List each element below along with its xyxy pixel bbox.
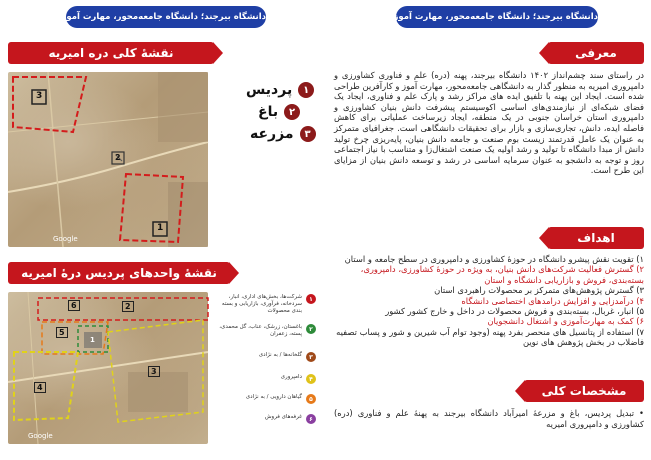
units-legend-4: [216, 374, 316, 384]
goal-item: ۷) استفاده از پتانسیل های منحصر بفرد پهنه (وجود توام آب شیرین و شور و پساب تصفیه فاضلاب در بخش پژوهش های نوین: [336, 326, 644, 348]
specs-text: • تبدیل پردیس، باغ و مزرعۀ امیرآباد دانشگاه بیرجند به پهنۀ علم و فناوری (دره) کشاورزی و دامپروری امیریه: [334, 408, 644, 429]
units-label-6: 6: [68, 300, 80, 311]
goals-title: اهداف: [548, 227, 644, 249]
map-label-3: 3: [36, 91, 43, 101]
goal-item: ۶) کمک به مهارت‌آموزی و اشتغال دانشجویان: [487, 316, 644, 327]
legend-text: شرکت‌ها، بخش‌های اداری، انبار، سردخانه، فرآوری، بازاریابی و بسته بندی محصولات: [221, 294, 302, 314]
legend-number: ۴: [306, 374, 316, 384]
google-watermark: Google: [53, 235, 78, 243]
legend-text: گلخانه‌ها / به نژادی: [258, 352, 302, 358]
legend-number: ۲: [284, 104, 300, 120]
legend-campus: [246, 82, 314, 98]
units-label-5: 5: [56, 327, 68, 338]
legend-text: گیاهان دارویی / به نژادی: [245, 394, 302, 400]
legend-garden: [258, 104, 300, 120]
legend-text: دامپروری: [280, 374, 302, 380]
units-legend-2: [216, 324, 316, 338]
units-map: [8, 292, 208, 444]
legend-number: ۱: [306, 294, 316, 304]
units-label-1: 1: [90, 336, 95, 344]
google-watermark: Google: [28, 432, 53, 440]
legend-label: پردیس: [246, 82, 293, 98]
map-label-2: 2: [115, 153, 121, 162]
legend-label: مزرعه: [250, 126, 294, 142]
units-label-3: 3: [148, 366, 160, 377]
goal-item: ۲) گسترش فعالیت شرکت‌های دانش بنیان، به ویژه در حوزۀ کشاورزی، دامپروری، بسته‌بندی، فروش و بازاریابی دانشگاه و استان: [360, 264, 644, 285]
legend-number: ۳: [306, 352, 316, 362]
map-label-1: 1: [157, 223, 164, 233]
header-pill-right: دانشگاه بیرجند؛ دانشگاه جامعه‌محور، مهارت آموز و کارآفرین: [396, 6, 598, 28]
intro-title: معرفی: [548, 42, 644, 64]
goal-item: ۳) گسترش پژوهش‌های متمرکز بر محصولات راهبردی استان: [434, 285, 644, 296]
units-label-4: 4: [34, 382, 46, 393]
overview-map-title: نقشۀ کلی دره امیریه: [8, 42, 214, 64]
legend-farm: [250, 126, 316, 142]
goal-item: ۴) درآمدزایی و افزایش درامدهای اختصاصی دانشگاه: [461, 295, 644, 306]
units-legend-1: [216, 294, 316, 315]
overview-map: [8, 72, 208, 247]
goals-list: [334, 254, 644, 348]
units-legend-3: [216, 352, 316, 362]
legend-text: باغستان، زرشک، عناب، گل محمدی، پسته، زعفران: [219, 324, 302, 337]
goal-item: ۱) تقویت نقش پیشرو دانشگاه در حوزۀ کشاورزی و دامپروری در سطح جامعه و استان: [344, 254, 644, 264]
units-legend-6: [216, 414, 316, 424]
units-label-2: 2: [122, 301, 134, 312]
intro-text: در راستای سند چشم‌انداز ۱۴۰۲ دانشگاه بیرجند، پهنه (دره) علم و فناوری کشاورزی و دامپروری امیریه به منظور گذار به دانشگاهی جامعه‌محور، مهارت آموز و کارآفرین طراحی شده است. ایجاد این پهنه با تلفیق ایده های مراکز رشد و پارک علم و فناوری، ایجاد یک فضای شبکه‌ای از نیازمندی‌های اساسی اکوسیستم پیشرفت دانش بنیان کشاورزی و دامپروری استان خراسان جنوبی در یک منطقه، ایجاد زیرساخت عملیاتی برای کاهش فاصله ایده، دانش، تجاری‌سازی و بازار برای تحقیقات دانشگاهی است. جغرافیای متمرکز به عنوان یک عامل قدرتمند زیست بوم صنعت و جامعه دانش بنیان، پایه‌ریزی چرخ تولید دانش از مبدا دانشگاه تا تولید و رشد اولیه یک صنعت اشتغال‌زا و متناسب با نیاز اجتماعی روز و توجه به دانشجو به عنوان سرمایه اساسی در رشد و توسعه دانش بنیان از مزایای این طرح است.: [334, 70, 644, 176]
legend-label: باغ: [258, 104, 279, 120]
goal-item: ۵) انبار، غربال، بسته‌بندی و فروش محصولات در داخل و خارج کشور کشور: [385, 306, 644, 317]
units-map-title: نقشۀ واحدهای پردیس درۀ امیریه: [8, 262, 230, 284]
specs-title: مشخصات کلی: [524, 380, 644, 402]
legend-number: ۶: [306, 414, 316, 424]
units-legend-5: [216, 394, 316, 404]
header-pill-left: دانشگاه بیرجند؛ دانشگاه جامعه‌محور، مهارت آموز و کارآفرین: [66, 6, 266, 28]
legend-number: ۳: [300, 126, 316, 142]
legend-number: ۱: [298, 82, 314, 98]
legend-text: غرفه‌های فروش: [264, 414, 302, 420]
legend-number: ۲: [306, 324, 316, 334]
legend-number: ۵: [306, 394, 316, 404]
